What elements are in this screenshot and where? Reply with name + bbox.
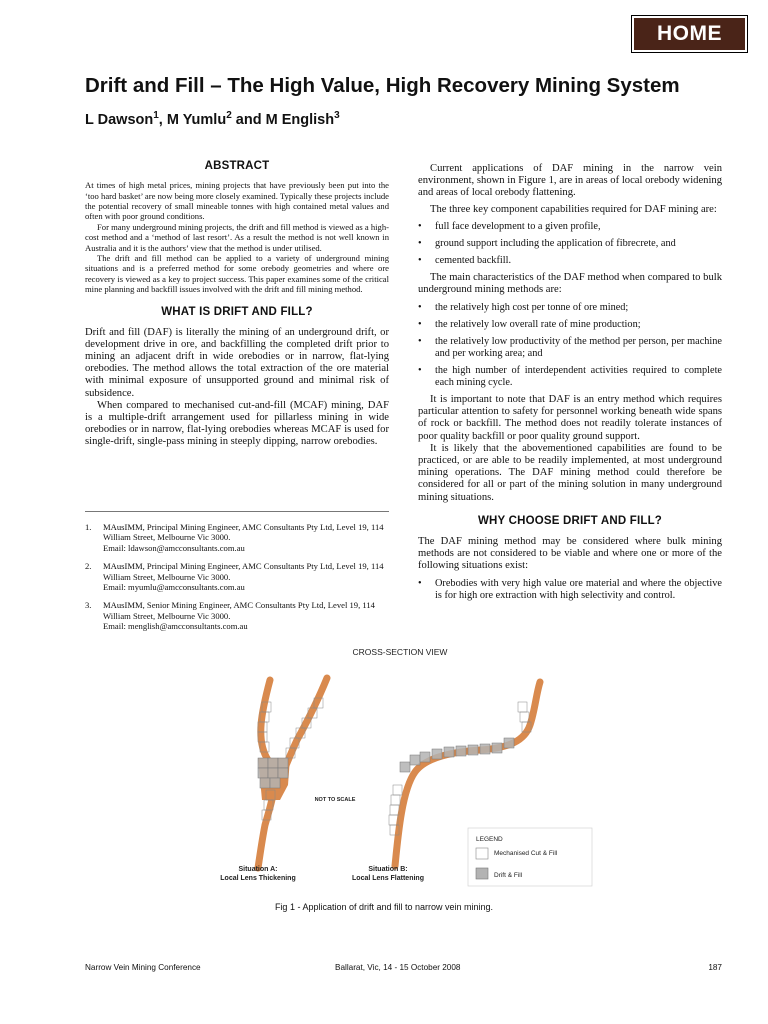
- not-to-scale-note: NOT TO SCALE: [314, 797, 356, 803]
- author-name: M Yumlu: [166, 111, 227, 128]
- situation-a-sublabel: Local Lens Thickening: [220, 875, 296, 882]
- situation-a-orebody: [258, 678, 327, 868]
- left-column: [85, 160, 389, 449]
- author-affiliation-mark: 1: [153, 110, 159, 121]
- footnote-text: MAusIMM, Principal Mining Engineer, AMC Consultants Pty Ltd, Level 19, 114 William Street, Melbourne Vic 3000.: [103, 561, 384, 582]
- home-button[interactable]: [631, 15, 748, 53]
- footer-conference: Narrow Vein Mining Conference: [85, 963, 201, 972]
- author-name: M English: [265, 111, 335, 128]
- footnote-text: MAusIMM, Senior Mining Engineer, AMC Consultants Pty Ltd, Level 19, 114 William Street, Melbourne Vic 3000.: [103, 600, 375, 621]
- cross-section-figure: [210, 640, 600, 895]
- legend-label: Drift & Fill: [494, 872, 523, 879]
- footnote: [85, 522, 389, 553]
- home-button-label: HOME: [634, 18, 745, 50]
- author-separator: and: [231, 111, 266, 128]
- figure-caption-text: - Application of drift and fill to narrow vein mining.: [294, 902, 494, 912]
- body-paragraph: Current applications of DAF mining in the narrow vein environment, shown in Figure 1, are in areas of local orebody widening and areas of local orebody flattening.: [418, 163, 722, 199]
- footnote-number: 2.: [85, 561, 92, 572]
- footnote-number: 1.: [85, 522, 92, 532]
- list-item: • the relatively low productivity of the method per person, per machine and per working area; and: [418, 336, 722, 360]
- footnote-email: Email: myumlu@amcconsultants.com.au: [103, 582, 245, 593]
- list-item: • the relatively low overall rate of mine production;: [418, 319, 722, 331]
- figure-caption-prefix: Fig 1: [274, 902, 295, 912]
- bullet-list: [418, 221, 722, 267]
- figure-caption: [0, 902, 768, 912]
- body-paragraph: The three key component capabilities required for DAF mining are:: [430, 203, 717, 215]
- list-item: • full face development to a given profile,: [418, 221, 722, 233]
- footer-venue-date: Ballarat, Vic, 14 - 15 October 2008: [335, 963, 461, 972]
- abstract-paragraph: For many underground mining projects, the drift and fill method is viewed as a high-cost method and a ‘method of last resort’. As a result the method is not well known in Australia and it is the authors’ view that the method is under utilised.: [85, 221, 389, 253]
- author-affiliation-mark: 3: [334, 110, 340, 121]
- what-is-section: [85, 306, 389, 449]
- footnote-email: Email: menglish@amcconsultants.com.au: [103, 621, 248, 632]
- body-paragraph: The DAF mining method may be considered where bulk mining methods are not considered to be viable and where one or more of the following situations exist:: [418, 535, 722, 572]
- footnote: [85, 600, 389, 631]
- situation-b-label: Situation B:: [368, 866, 408, 873]
- author-affiliation-mark: 2: [226, 110, 232, 121]
- figure-legend: [468, 828, 592, 886]
- list-item: • cemented backfill.: [418, 255, 722, 267]
- author-separator: ,: [158, 111, 167, 128]
- list-item: • ground support including the application of fibrecrete, and: [418, 238, 722, 250]
- paper-title: Drift and Fill – The High Value, High Recovery Mining System: [85, 74, 680, 97]
- author-name: L Dawson: [85, 111, 154, 128]
- legend-label: Mechanised Cut & Fill: [494, 850, 558, 857]
- author-list: [85, 110, 340, 128]
- list-item: • the relatively high cost per tonne of ore mined;: [418, 302, 722, 314]
- page-number: 187: [708, 963, 722, 972]
- body-paragraph: The main characteristics of the DAF method when compared to bulk underground mining methods are:: [418, 272, 722, 296]
- abstract-heading: ABSTRACT: [204, 160, 270, 172]
- legend-swatch-mcaf: [476, 848, 488, 859]
- legend-title: LEGEND: [476, 836, 503, 843]
- body-paragraph: Drift and fill (DAF) is literally the mining of an underground drift, or development drive in ore, and backfilling the completed drift prior to mining an adjacent drift in wide orebodies or in narrow, flat-lying orebodies. The method allows the total extraction of the ore material with minimal exposure of unsupported ground and minimal risk of subsidence.: [85, 326, 389, 399]
- figure-title: CROSS-SECTION VIEW: [352, 647, 448, 657]
- body-paragraph: It is important to note that DAF is an entry method which requires particular attention to safety for personnel working beneath wide spans of rock or backfill. The method does not readily tolerate instances of poor quality backfill or poor quality ground support.: [418, 394, 722, 442]
- section-heading: WHY CHOOSE DRIFT AND FILL?: [477, 514, 663, 527]
- body-paragraph: It is likely that the abovementioned capabilities are found to be practiced, or are able to be readily implemented, at most underground mining operations. The DAF mining method could therefore be considered for all or part of the mining solution in many underground mining situations.: [418, 442, 722, 503]
- body-paragraph: When compared to mechanised cut-and-fill (MCAF) mining, DAF is a multiple-drift arrangement used for pillarless mining in wide orebodies or in narrow, flat-lying orebodies whereas MCAF is used for single-drift, single-pass mining in steeply dipping, narrow orebodies.: [85, 399, 389, 448]
- abstract-paragraph: At times of high metal prices, mining projects that have previously been put into the ‘too hard basket’ are now being more closely examined. Typically these projects include the potential recovery of small mineable tonnes with high contained metal values and often with poor ground conditions.: [85, 180, 389, 222]
- footnote-text: MAusIMM, Principal Mining Engineer, AMC Consultants Pty Ltd, Level 19, 114 William Street, Melbourne Vic 3000.: [103, 522, 384, 543]
- footnotes: [85, 522, 389, 640]
- cut-fill-blocks: [389, 702, 531, 835]
- footnote-email: Email: ldawson@amcconsultants.com.au: [103, 542, 245, 553]
- footnote-divider: [85, 511, 389, 512]
- right-column: [418, 163, 722, 607]
- situation-b-sublabel: Local Lens Flattening: [352, 875, 424, 882]
- section-heading: WHAT IS DRIFT AND FILL?: [161, 305, 313, 318]
- bullet-list: [418, 578, 722, 602]
- situation-a-label: Situation A:: [238, 866, 278, 873]
- legend-swatch-daf: [476, 868, 488, 879]
- abstract-section: [85, 160, 389, 295]
- bullet-list: [418, 302, 722, 390]
- list-item: • Orebodies with very high value ore material and where the objective is for high ore extraction with high selectivity and control.: [418, 578, 722, 602]
- abstract-paragraph: The drift and fill method can be applied to a variety of underground mining situations and is a preferred method for some orebody geometries and where ore recovery is viewed as a key to project success. This paper examines some of the critical mine planning and backfill issues involved with the drift and fill mining method.: [85, 252, 389, 295]
- footnote-number: 3.: [85, 600, 92, 611]
- footnote: [85, 561, 389, 592]
- list-item: • the high number of interdependent activities required to complete each mining cycle.: [418, 365, 722, 389]
